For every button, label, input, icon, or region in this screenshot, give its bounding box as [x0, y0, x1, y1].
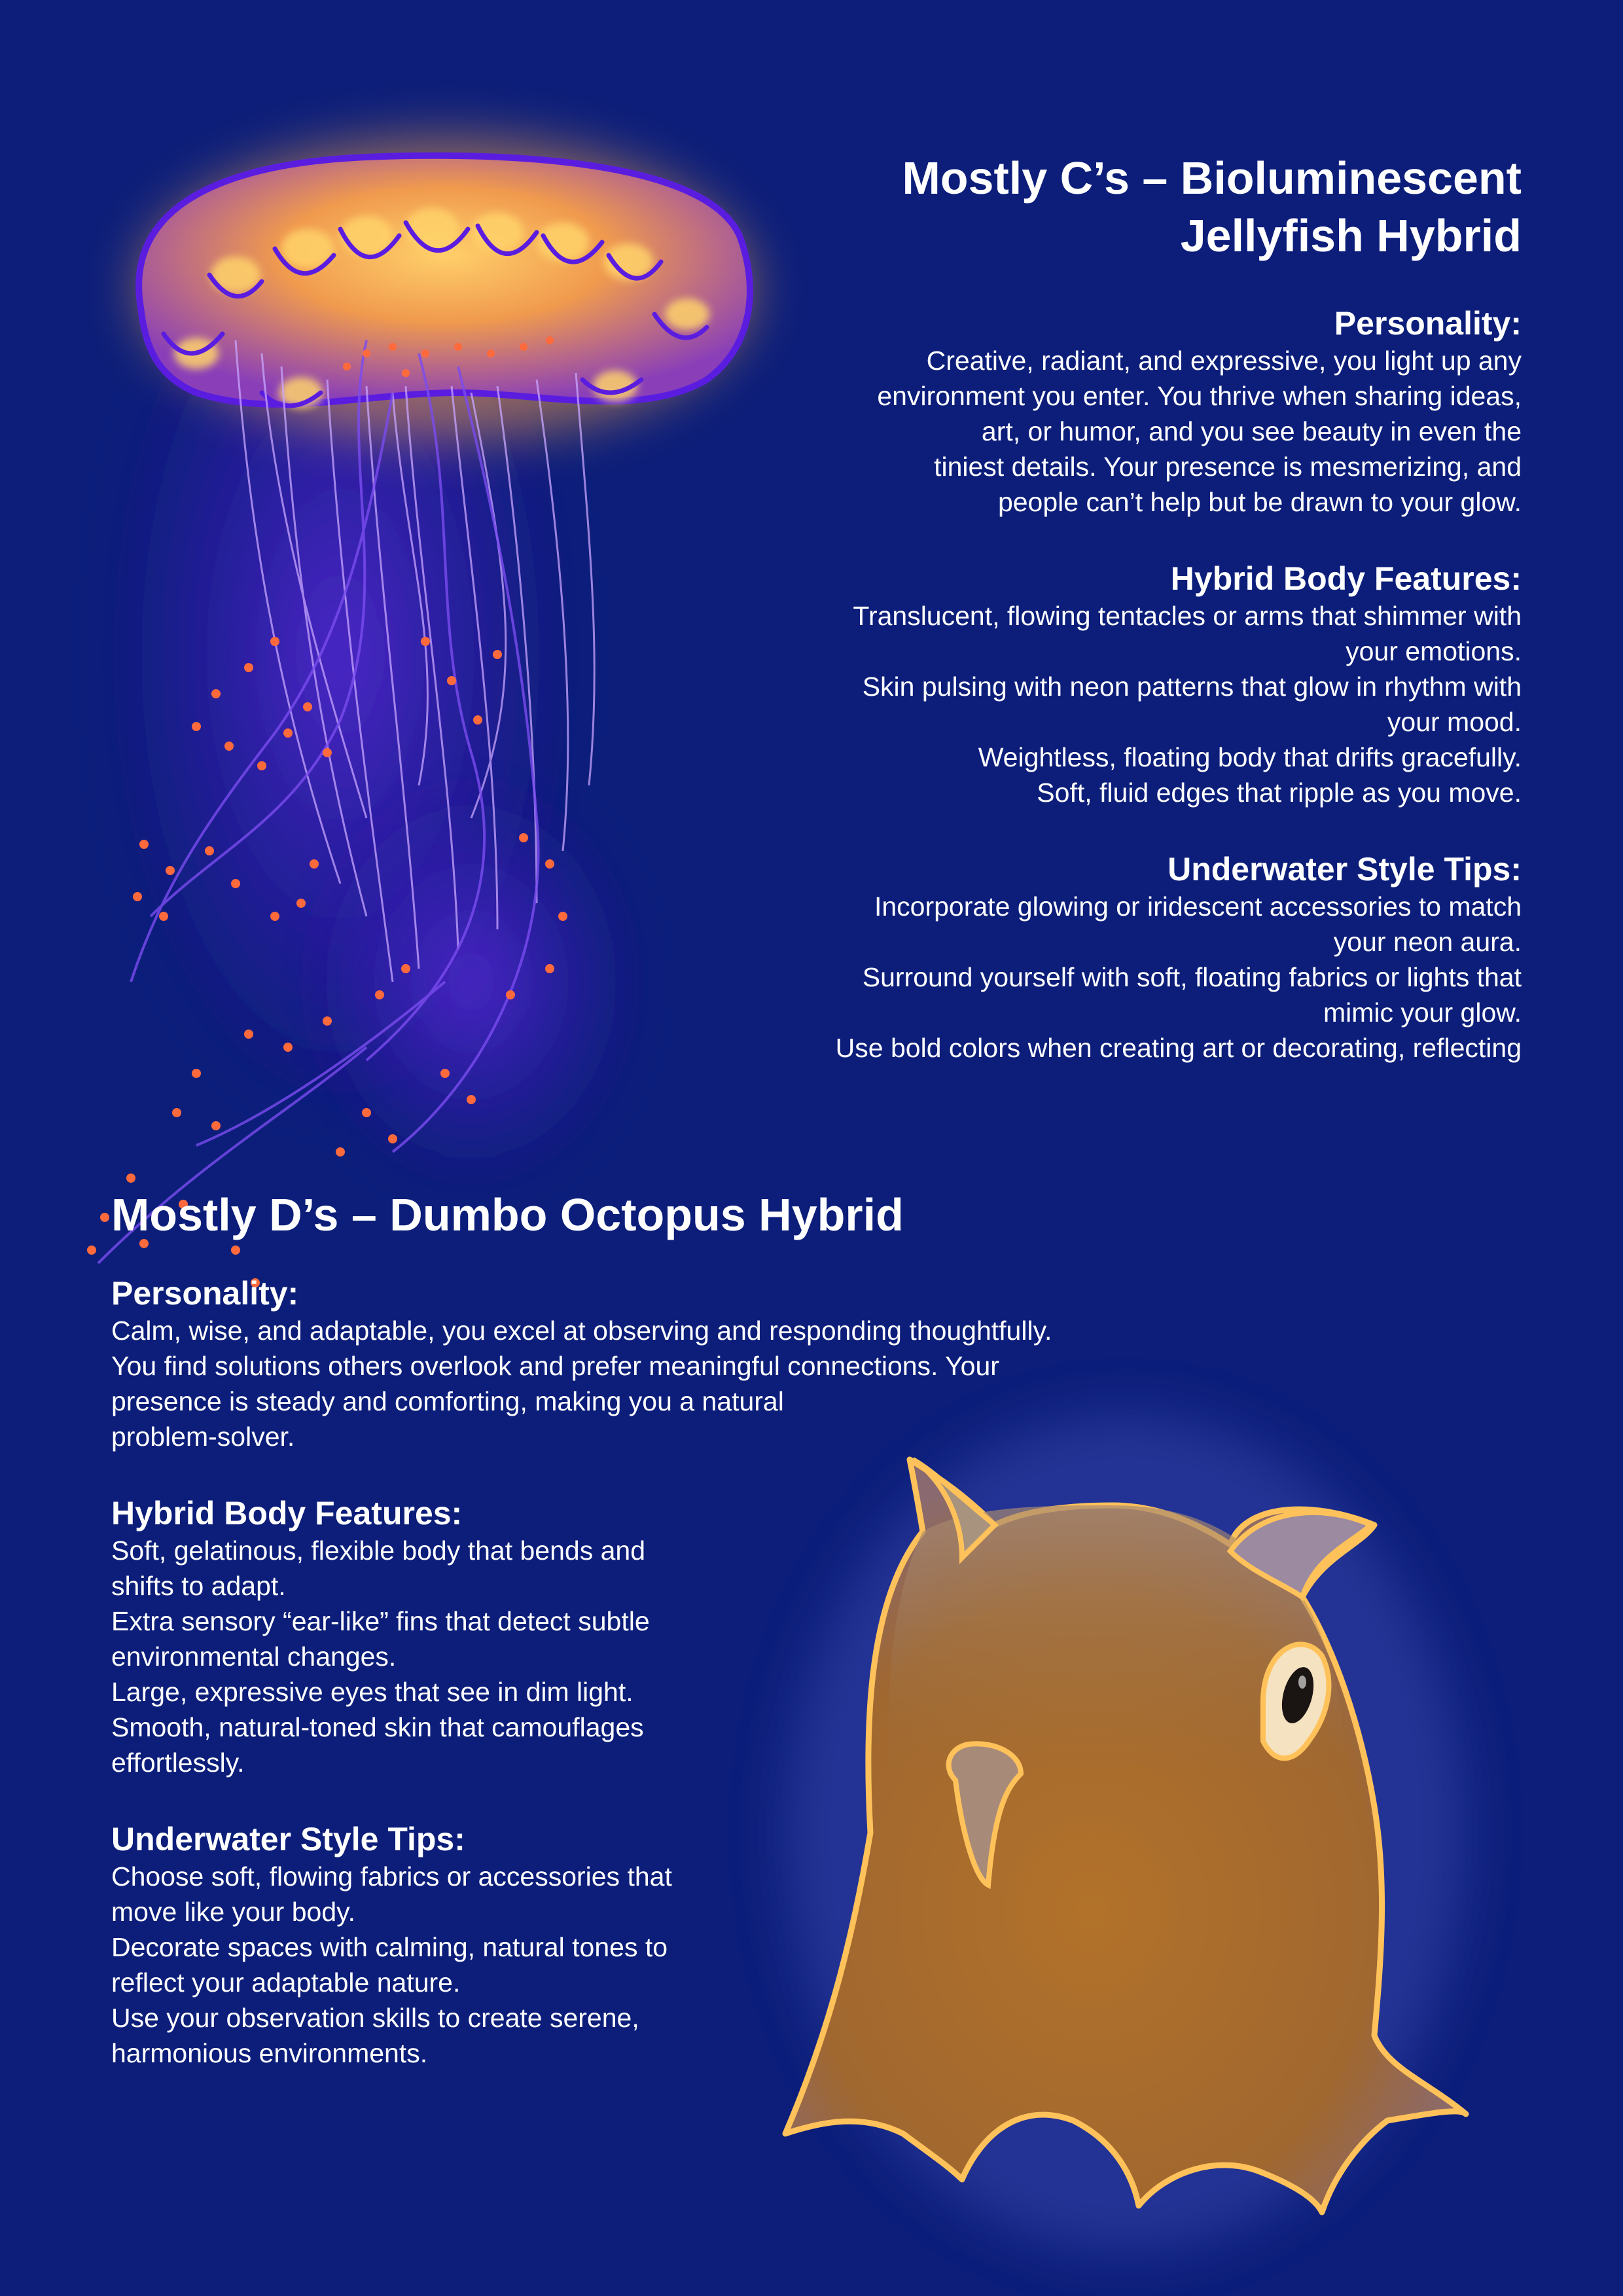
text-line: your mood. — [1387, 707, 1522, 737]
text-line: reflect your adaptable nature. — [111, 1967, 461, 1998]
text-line: effortlessly. — [111, 1748, 245, 1778]
text-line: mimic your glow. — [1323, 997, 1522, 1028]
text-line: tiniest details. Your presence is mesmerizing, and — [934, 452, 1522, 482]
text-line: Decorate spaces with calming, natural tones to — [111, 1932, 668, 1962]
section-c-title-line2: Jellyfish Hybrid — [1180, 210, 1522, 261]
section-c-tips-heading: Underwater Style Tips: — [1168, 851, 1522, 888]
section-c-personality-heading: Personality: — [1334, 305, 1522, 342]
section-c-features-heading: Hybrid Body Features: — [1170, 560, 1522, 597]
section-d-personality-text — [111, 1313, 1191, 1454]
text-line: Use bold colors when creating art or decorating, reflecting — [835, 1033, 1522, 1063]
text-line: Smooth, natural-toned skin that camouflages — [111, 1712, 644, 1742]
jellyfish-illustration — [87, 137, 753, 1287]
text-line: Translucent, flowing tentacles or arms that shimmer with — [853, 601, 1522, 631]
text-line: Soft, fluid edges that ripple as you move. — [1037, 778, 1522, 808]
text-line: Soft, gelatinous, flexible body that bends and — [111, 1535, 646, 1566]
text-line: environment you enter. You thrive when sharing ideas, — [877, 381, 1522, 411]
text-line: Choose soft, flowing fabrics or accessories that — [111, 1861, 672, 1892]
text-line: art, or humor, and you see beauty in even the — [981, 416, 1522, 446]
section-d-title: Mostly D’s – Dumbo Octopus Hybrid — [111, 1189, 904, 1240]
section-c-tips-text — [733, 889, 1522, 1066]
text-line: Surround yourself with soft, floating fabrics or lights that — [862, 962, 1522, 992]
text-line: Calm, wise, and adaptable, you excel at observing and responding thoughtfully. — [111, 1316, 1052, 1346]
section-d-features-text — [111, 1533, 1191, 1780]
text-line: You find solutions others overlook and prefer meaningful connections. Your — [111, 1351, 999, 1381]
section-mostly-c — [733, 149, 1522, 1066]
text-line: move like your body. — [111, 1897, 355, 1927]
text-line: presence is steady and comforting, making you a natural — [111, 1386, 784, 1416]
section-mostly-d — [111, 1186, 1191, 2071]
section-d-tips-text — [111, 1859, 1191, 2071]
section-c-title-line1: Mostly C’s – Bioluminescent — [902, 152, 1522, 204]
section-c-features-text — [733, 598, 1522, 810]
section-d-features-heading: Hybrid Body Features: — [111, 1495, 463, 1532]
text-line: Large, expressive eyes that see in dim light. — [111, 1677, 633, 1707]
section-d-tips-heading: Underwater Style Tips: — [111, 1821, 465, 1857]
section-c-personality-text — [733, 343, 1522, 520]
text-line: Use your observation skills to create serene, — [111, 2003, 639, 2033]
text-line: shifts to adapt. — [111, 1571, 286, 1601]
text-line: Extra sensory “ear-like” fins that detect subtle — [111, 1606, 650, 1636]
text-line: your neon aura. — [1333, 927, 1522, 957]
text-line: people can’t help but be drawn to your glow. — [997, 487, 1522, 517]
section-d-personality-heading: Personality: — [111, 1275, 299, 1312]
text-line: Skin pulsing with neon patterns that glow in rhythm with — [862, 672, 1522, 702]
text-line: Creative, radiant, and expressive, you light up any — [926, 346, 1522, 376]
text-line: Weightless, floating body that drifts gracefully. — [978, 742, 1522, 772]
text-line: Incorporate glowing or iridescent accessories to match — [874, 891, 1522, 922]
text-line: harmonious environments. — [111, 2038, 428, 2068]
text-line: environmental changes. — [111, 1641, 397, 1672]
section-c-title — [733, 149, 1522, 264]
text-line: your emotions. — [1346, 636, 1522, 666]
text-line: problem-solver. — [111, 1422, 295, 1452]
